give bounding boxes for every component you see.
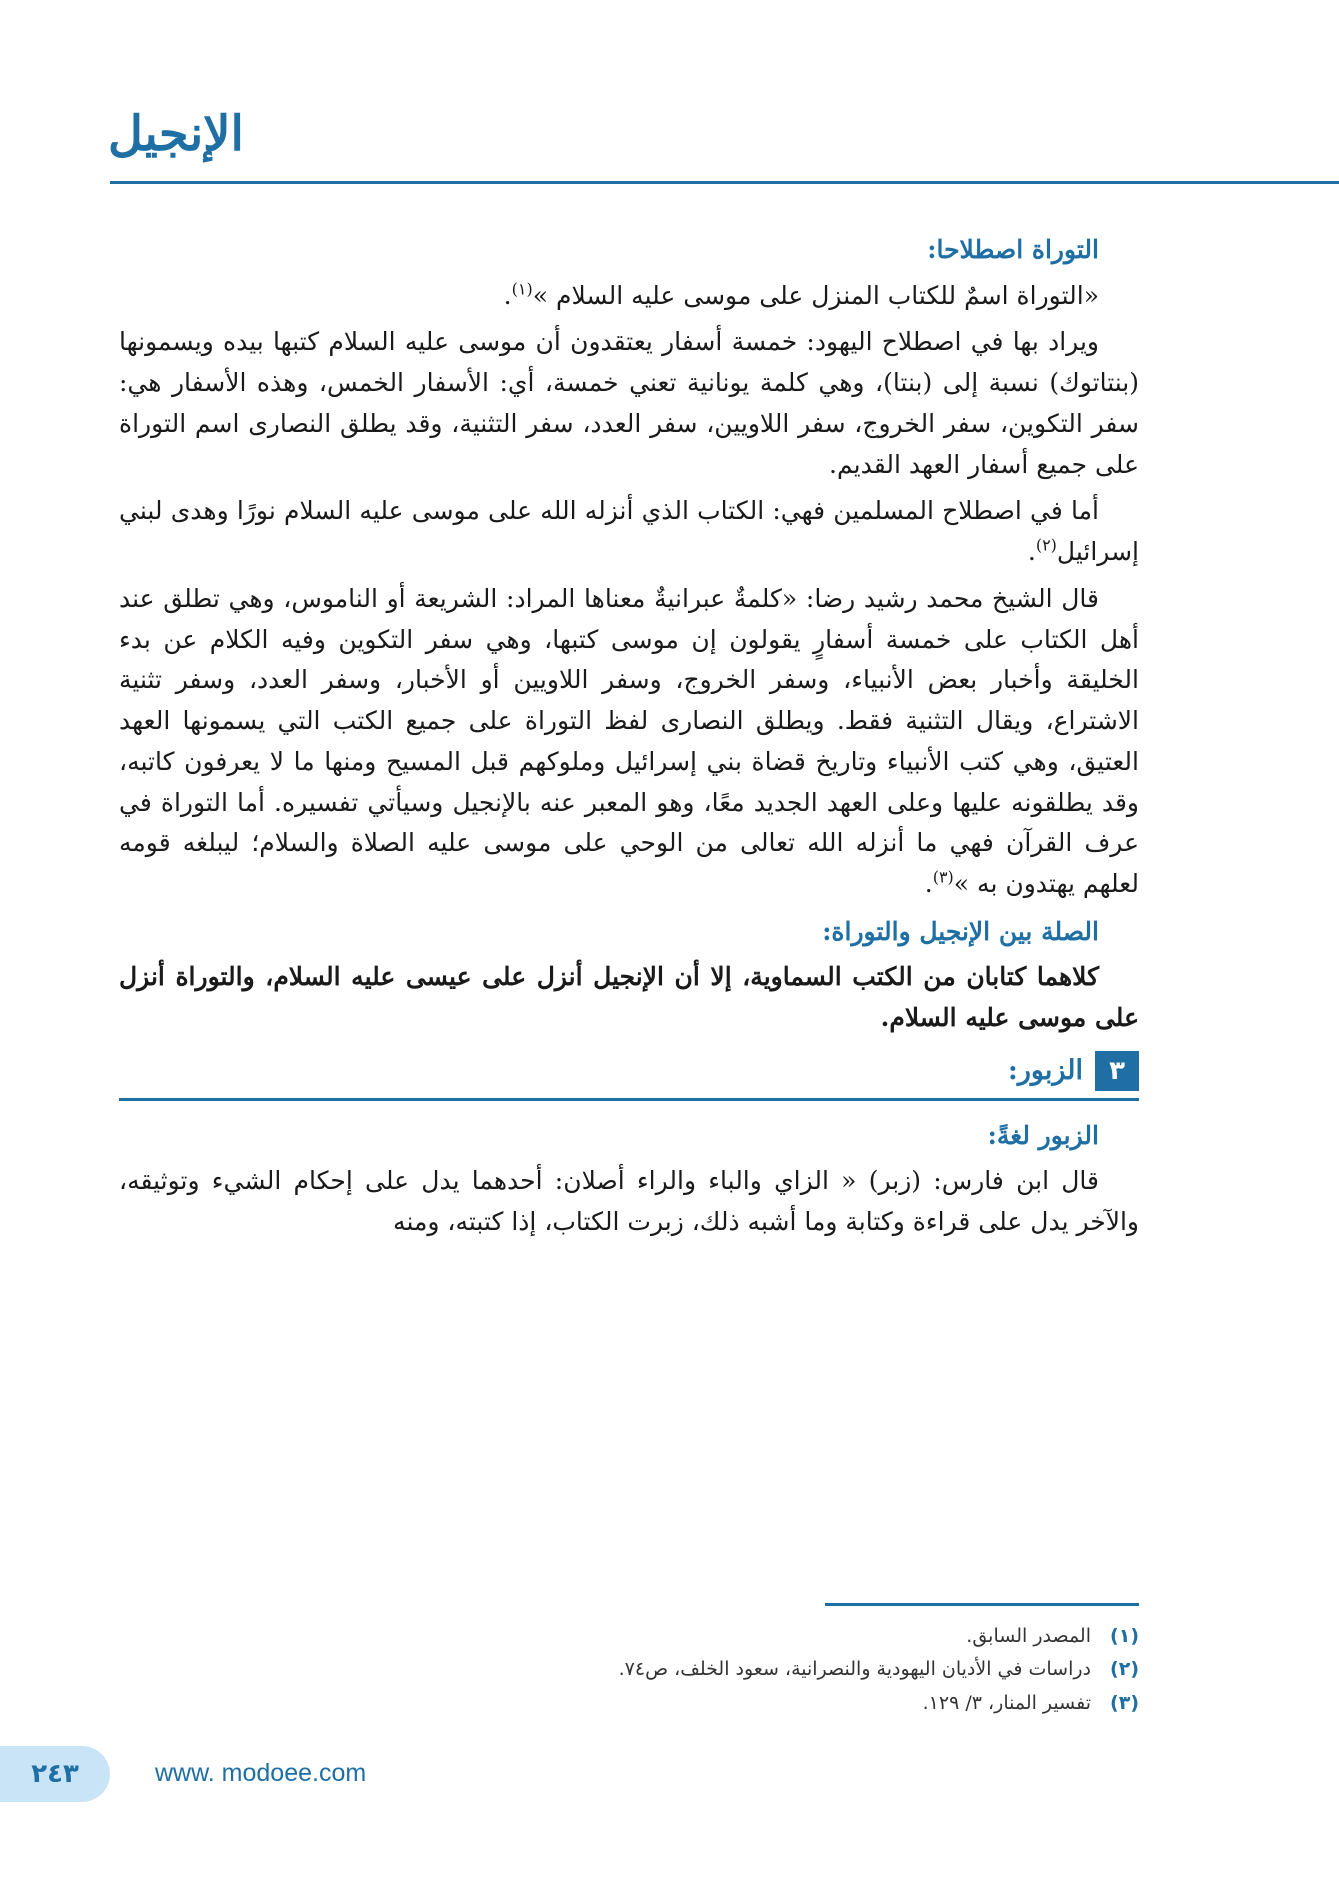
paragraph-ibn-faris: قال ابن فارس: (زبر) « الزاي والباء والراء أصلان: أحدهما يدل على إحكام الشيء وتوثيقه، والآخر يدل على قراءة وكتابة وما أشبه ذلك، زبرت الكتاب، إذا كتبته، ومنه bbox=[119, 1166, 1139, 1236]
paragraph-jewish-term: ويراد بها في اصطلاح اليهود: خمسة أسفار يعتقدون أن موسى عليه السلام كتبها بيده ويسمونها (بنتاتوك) نسبة إلى (بنتا)، وهي كلمة يونانية تعني خمسة، أي: الأسفار الخمس، وهذه الأسفار هي: سفر التكوين، سفر الخروج، سفر اللاويين، سفر العدد، سفر التثنية، وقد يطلق النصارى اسم التوراة على جميع أسفار العهد القديم. bbox=[119, 327, 1139, 479]
section-divider bbox=[119, 1098, 1139, 1101]
footnote-item bbox=[239, 1687, 1139, 1720]
paragraph-text: قال الشيخ محمد رشيد رضا: «كلمةٌ عبرانيةٌ معناها المراد: الشريعة أو الناموس، وهي تطلق عند أهل الكتاب على خمسة أسفارٍ يقولون إن موسى كتبها، وهي سفر التكوين وفيه الكلام عن بدء الخليقة وأخبار بعض الأنبياء، وسفر الخروج، وسفر اللاويين أو الأخبار، وسفر العدد، وسفر تثنية الاشتراع، ويقال التثنية فقط. ويطلق النصارى لفظ التوراة على جميع الكتب التي يسمونها العهد العتيق، وهي كتب الأنبياء وتاريخ قضاة بني إسرائيل وملوكهم قبل المسيح ومنها ما لا يعرفون كاتبه، وقد يطلقونه عليها وعلى العهد الجديد معًا، وهو المعبر عنه بالإنجيل وسيأتي تفسيره. أما التوراة في عرف القرآن فهي ما أنزله الله تعالى من الوحي على موسى عليه الصلاة والسلام؛ ليبلغه قومه لعلهم يهتدون به » bbox=[119, 583, 1139, 898]
footnote-number: (٢) bbox=[1110, 1658, 1139, 1681]
paragraph-text: أما في اصطلاح المسلمين فهي: الكتاب الذي أنزله الله على موسى عليه السلام نورًا وهدى لبني إسرائيل bbox=[119, 496, 1139, 566]
footnote-item bbox=[239, 1620, 1139, 1653]
website-link[interactable]: www. modoee.com bbox=[155, 1759, 367, 1787]
footnote-divider bbox=[825, 1603, 1139, 1606]
relation-heading: الصلة بين الإنجيل والتوراة: bbox=[822, 916, 1099, 946]
paragraph-rashid-rida-quote bbox=[119, 579, 1139, 905]
paragraph-end: . bbox=[503, 280, 512, 310]
header-divider bbox=[110, 181, 1339, 184]
section-number-badge: ٣ bbox=[1095, 1051, 1139, 1091]
footnote-text: تفسير المنار، ٣/ ١٢٩. bbox=[922, 1691, 1091, 1714]
footnotes bbox=[239, 1620, 1139, 1720]
paragraph-end: . bbox=[924, 869, 933, 898]
section-3-header bbox=[119, 1049, 1139, 1101]
footnote-text: المصدر السابق. bbox=[966, 1625, 1091, 1647]
paragraph-end: . bbox=[1027, 537, 1036, 566]
paragraph-text: «التوراة اسمٌ للكتاب المنزل على موسى عليه السلام » bbox=[532, 280, 1099, 310]
footnote-number: (٣) bbox=[1110, 1691, 1139, 1714]
paragraph-muslim-term bbox=[119, 491, 1139, 573]
paragraph-torah-definition bbox=[119, 276, 1139, 317]
footnote-number: (١) bbox=[1110, 1625, 1139, 1647]
page-header-title: الإنجيل bbox=[108, 106, 244, 162]
paragraph-relation: كلاهما كتابان من الكتب السماوية، إلا أن الإنجيل أنزل على عيسى عليه السلام، والتوراة أنزل على موسى عليه السلام. bbox=[119, 962, 1139, 1032]
footnote-ref-2[interactable]: (٢) bbox=[1035, 535, 1057, 555]
page-number-badge: ٢٤٣ bbox=[0, 1746, 110, 1802]
footnote-ref-1[interactable]: (١) bbox=[511, 279, 533, 299]
main-content bbox=[119, 225, 1139, 1249]
footnote-ref-3[interactable]: (٣) bbox=[932, 867, 954, 887]
torah-term-heading: التوراة اصطلاحا: bbox=[927, 235, 1099, 264]
footnote-item bbox=[239, 1653, 1139, 1686]
section-title: الزبور: bbox=[1007, 1054, 1083, 1086]
footnote-text: دراسات في الأديان اليهودية والنصرانية، سعود الخلف، ص٧٤. bbox=[618, 1658, 1091, 1681]
zabur-lang-heading: الزبور لغةً: bbox=[987, 1120, 1099, 1150]
